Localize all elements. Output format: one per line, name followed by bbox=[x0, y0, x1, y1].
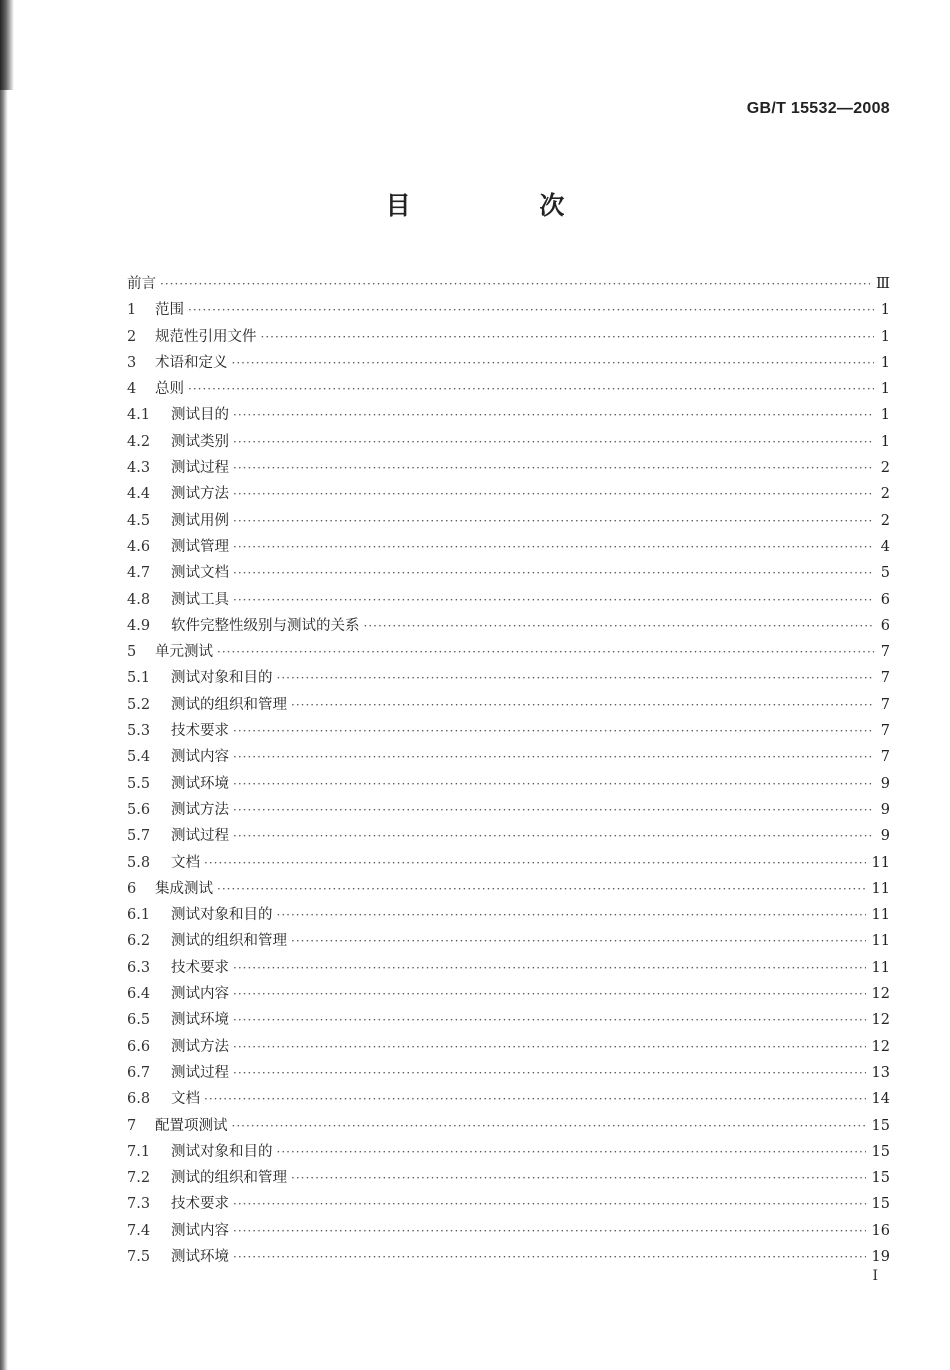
scan-edge-dark-corner bbox=[0, 0, 14, 90]
toc-entry-page: 1 bbox=[880, 354, 890, 371]
table-of-contents bbox=[127, 271, 890, 1270]
toc-leader-dots bbox=[233, 718, 874, 744]
toc-entry-number: 7.1 bbox=[127, 1143, 151, 1160]
toc-entry-label: 测试目的 bbox=[171, 407, 229, 424]
toc-entry-number: 4.9 bbox=[127, 617, 151, 634]
toc-entry-label: 测试内容 bbox=[171, 1222, 229, 1239]
toc-entry-number: 4.2 bbox=[127, 433, 151, 450]
toc-entry[interactable] bbox=[127, 613, 890, 639]
toc-entry-number: 4.6 bbox=[127, 538, 151, 555]
toc-entry-number: 7.5 bbox=[127, 1248, 151, 1265]
toc-entry-page: 15 bbox=[871, 1143, 890, 1160]
toc-entry-page: 13 bbox=[871, 1064, 890, 1081]
toc-entry-label: 总则 bbox=[155, 381, 184, 398]
toc-entry-number: 5.2 bbox=[127, 696, 151, 713]
toc-entry-label: 测试内容 bbox=[171, 986, 229, 1003]
toc-leader-dots bbox=[277, 1139, 866, 1165]
toc-entry-number: 4.8 bbox=[127, 591, 151, 608]
toc-leader-dots bbox=[217, 639, 874, 665]
toc-entry[interactable] bbox=[127, 455, 890, 481]
toc-entry[interactable] bbox=[127, 981, 890, 1007]
toc-entry-number: 4.5 bbox=[127, 512, 151, 529]
toc-entry-number: 2 bbox=[127, 328, 137, 345]
toc-entry[interactable] bbox=[127, 1139, 890, 1165]
toc-entry-label: 测试方法 bbox=[171, 1038, 229, 1055]
toc-entry-page: 11 bbox=[871, 959, 890, 976]
toc-entry-page: 7 bbox=[880, 670, 890, 687]
toc-leader-dots bbox=[364, 613, 875, 639]
toc-entry-page: 1 bbox=[880, 328, 890, 345]
toc-entry[interactable] bbox=[127, 1218, 890, 1244]
toc-leader-dots bbox=[204, 850, 866, 876]
toc-entry-number: 5.7 bbox=[127, 828, 151, 845]
toc-entry-page: 1 bbox=[880, 302, 890, 319]
toc-entry-page: 11 bbox=[871, 854, 890, 871]
toc-entry[interactable] bbox=[127, 534, 890, 560]
toc-entry[interactable] bbox=[127, 429, 890, 455]
toc-leader-dots bbox=[233, 455, 874, 481]
toc-entry-label: 测试过程 bbox=[171, 460, 229, 477]
toc-entry-label: 测试环境 bbox=[171, 1248, 229, 1265]
toc-entry[interactable] bbox=[127, 718, 890, 744]
toc-entry-label: 测试方法 bbox=[171, 486, 229, 503]
toc-leader-dots bbox=[160, 271, 870, 297]
toc-entry[interactable] bbox=[127, 350, 890, 376]
toc-entry-page: 7 bbox=[880, 644, 890, 661]
toc-entry[interactable] bbox=[127, 1007, 890, 1033]
toc-leader-dots bbox=[277, 665, 875, 691]
toc-entry[interactable] bbox=[127, 376, 890, 402]
toc-entry-page: 4 bbox=[880, 538, 890, 555]
toc-entry-number: 5.6 bbox=[127, 801, 151, 818]
toc-entry[interactable] bbox=[127, 850, 890, 876]
toc-entry-number: 6.6 bbox=[127, 1038, 151, 1055]
toc-entry-number: 7.4 bbox=[127, 1222, 151, 1239]
toc-entry-page: 15 bbox=[871, 1170, 890, 1187]
toc-leader-dots bbox=[233, 1034, 866, 1060]
toc-entry-number: 6.2 bbox=[127, 933, 151, 950]
toc-entry-label: 术语和定义 bbox=[155, 354, 228, 371]
toc-entry-page: Ⅲ bbox=[876, 276, 890, 292]
toc-entry-label: 测试的组织和管理 bbox=[171, 933, 287, 950]
toc-leader-dots bbox=[291, 1165, 866, 1191]
toc-entry-page: 12 bbox=[871, 1012, 890, 1029]
toc-entry-label: 技术要求 bbox=[171, 723, 229, 740]
toc-entry-label: 文档 bbox=[171, 1091, 200, 1108]
toc-entry-number: 7.3 bbox=[127, 1196, 151, 1213]
toc-entry[interactable] bbox=[127, 1244, 890, 1270]
toc-entry-page: 5 bbox=[880, 565, 890, 582]
toc-entry-label: 软件完整性级别与测试的关系 bbox=[171, 617, 360, 634]
toc-entry-label: 测试方法 bbox=[171, 801, 229, 818]
toc-entry-number: 5.5 bbox=[127, 775, 151, 792]
toc-entry-number: 1 bbox=[127, 302, 137, 319]
toc-entry-label: 测试文档 bbox=[171, 565, 229, 582]
toc-entry[interactable] bbox=[127, 324, 890, 350]
toc-entry-label: 测试环境 bbox=[171, 1012, 229, 1029]
toc-entry-page: 2 bbox=[880, 486, 890, 503]
toc-entry-label: 配置项测试 bbox=[155, 1117, 228, 1134]
toc-entry-label: 测试类别 bbox=[171, 433, 229, 450]
toc-entry-page: 11 bbox=[871, 933, 890, 950]
toc-entry-number: 6.3 bbox=[127, 959, 151, 976]
toc-entry-page: 2 bbox=[880, 460, 890, 477]
toc-entry-page: 14 bbox=[871, 1091, 890, 1108]
toc-entry[interactable] bbox=[127, 560, 890, 586]
toc-entry[interactable] bbox=[127, 1060, 890, 1086]
toc-leader-dots bbox=[233, 587, 874, 613]
toc-leader-dots bbox=[233, 823, 874, 849]
footer-page-number: I bbox=[872, 1268, 878, 1284]
standard-code: GB/T 15532—2008 bbox=[746, 100, 890, 117]
toc-entry[interactable] bbox=[127, 665, 890, 691]
toc-entry-page: 7 bbox=[880, 696, 890, 713]
toc-entry-page: 15 bbox=[871, 1117, 890, 1134]
toc-entry-label: 测试过程 bbox=[171, 1064, 229, 1081]
toc-entry-number: 6.1 bbox=[127, 907, 151, 924]
toc-leader-dots bbox=[233, 744, 874, 770]
toc-leader-dots bbox=[233, 1191, 866, 1217]
toc-entry-number: 6.5 bbox=[127, 1012, 151, 1029]
toc-entry-label: 测试对象和目的 bbox=[171, 907, 273, 924]
toc-entry-page: 12 bbox=[871, 1038, 890, 1055]
toc-leader-dots bbox=[233, 1244, 866, 1270]
toc-entry-label: 测试的组织和管理 bbox=[171, 1170, 287, 1187]
toc-entry-label: 单元测试 bbox=[155, 644, 213, 661]
toc-entry-label: 测试管理 bbox=[171, 538, 229, 555]
toc-entry-page: 11 bbox=[871, 907, 890, 924]
toc-entry-page: 9 bbox=[880, 801, 890, 818]
toc-leader-dots bbox=[233, 1218, 866, 1244]
toc-entry-number: 6.4 bbox=[127, 986, 151, 1003]
toc-entry-number: 5.1 bbox=[127, 670, 151, 687]
toc-entry-page: 15 bbox=[871, 1196, 890, 1213]
toc-entry-label: 测试环境 bbox=[171, 775, 229, 792]
toc-entry[interactable] bbox=[127, 271, 890, 297]
toc-leader-dots bbox=[188, 297, 874, 323]
toc-entry-label: 集成测试 bbox=[155, 880, 213, 897]
toc-entry-number: 4.1 bbox=[127, 407, 151, 424]
toc-entry-page: 6 bbox=[880, 591, 890, 608]
toc-entry[interactable] bbox=[127, 402, 890, 428]
toc-entry-number: 5 bbox=[127, 644, 137, 661]
toc-leader-dots bbox=[277, 902, 866, 928]
toc-entry-page: 7 bbox=[880, 749, 890, 766]
toc-entry-label: 技术要求 bbox=[171, 959, 229, 976]
toc-entry-page: 19 bbox=[871, 1248, 890, 1265]
toc-entry-number: 7 bbox=[127, 1117, 137, 1134]
toc-entry[interactable] bbox=[127, 902, 890, 928]
toc-entry-number: 4.7 bbox=[127, 565, 151, 582]
toc-leader-dots bbox=[233, 429, 874, 455]
toc-entry-page: 9 bbox=[880, 775, 890, 792]
toc-entry-page: 1 bbox=[880, 381, 890, 398]
toc-leader-dots bbox=[233, 1007, 866, 1033]
toc-entry-number: 6 bbox=[127, 880, 137, 897]
toc-entry-number: 5.8 bbox=[127, 854, 151, 871]
toc-entry-label: 技术要求 bbox=[171, 1196, 229, 1213]
toc-entry-number: 4.3 bbox=[127, 460, 151, 477]
toc-entry[interactable] bbox=[127, 1086, 890, 1112]
page-title: 目 次 bbox=[385, 191, 625, 220]
toc-entry[interactable] bbox=[127, 508, 890, 534]
toc-entry[interactable] bbox=[127, 823, 890, 849]
toc-entry-page: 1 bbox=[880, 407, 890, 424]
toc-entry-label: 前言 bbox=[127, 276, 156, 292]
toc-entry-number: 4 bbox=[127, 381, 137, 398]
toc-entry-label: 测试对象和目的 bbox=[171, 1143, 273, 1160]
toc-entry[interactable] bbox=[127, 1191, 890, 1217]
toc-leader-dots bbox=[232, 350, 875, 376]
toc-entry[interactable] bbox=[127, 744, 890, 770]
toc-entry-label: 测试工具 bbox=[171, 591, 229, 608]
toc-entry-page: 16 bbox=[871, 1222, 890, 1239]
toc-leader-dots bbox=[291, 692, 874, 718]
toc-entry[interactable] bbox=[127, 1034, 890, 1060]
toc-leader-dots bbox=[217, 876, 866, 902]
toc-entry[interactable] bbox=[127, 1165, 890, 1191]
toc-leader-dots bbox=[233, 1060, 866, 1086]
toc-entry-label: 测试过程 bbox=[171, 828, 229, 845]
toc-leader-dots bbox=[233, 771, 874, 797]
toc-entry-number: 5.4 bbox=[127, 749, 151, 766]
toc-leader-dots bbox=[233, 481, 874, 507]
toc-leader-dots bbox=[261, 324, 875, 350]
toc-entry-label: 测试对象和目的 bbox=[171, 670, 273, 687]
toc-entry-number: 6.7 bbox=[127, 1064, 151, 1081]
toc-entry-page: 6 bbox=[880, 617, 890, 634]
toc-leader-dots bbox=[188, 376, 874, 402]
toc-entry-number: 6.8 bbox=[127, 1091, 151, 1108]
toc-entry-page: 1 bbox=[880, 433, 890, 450]
toc-entry[interactable] bbox=[127, 481, 890, 507]
toc-leader-dots bbox=[233, 981, 866, 1007]
toc-entry-label: 规范性引用文件 bbox=[155, 328, 257, 345]
toc-entry-label: 测试用例 bbox=[171, 512, 229, 529]
toc-entry[interactable] bbox=[127, 955, 890, 981]
toc-entry[interactable] bbox=[127, 639, 890, 665]
toc-entry-label: 范围 bbox=[155, 302, 184, 319]
toc-leader-dots bbox=[291, 928, 866, 954]
toc-entry-number: 4.4 bbox=[127, 486, 151, 503]
toc-leader-dots bbox=[233, 560, 874, 586]
toc-leader-dots bbox=[233, 402, 874, 428]
toc-entry[interactable] bbox=[127, 797, 890, 823]
toc-entry-page: 9 bbox=[880, 828, 890, 845]
toc-entry-number: 5.3 bbox=[127, 723, 151, 740]
toc-entry-number: 7.2 bbox=[127, 1170, 151, 1187]
toc-leader-dots bbox=[233, 955, 866, 981]
toc-entry-page: 2 bbox=[880, 512, 890, 529]
toc-entry[interactable] bbox=[127, 587, 890, 613]
toc-entry-label: 测试内容 bbox=[171, 749, 229, 766]
toc-leader-dots bbox=[233, 797, 874, 823]
toc-entry-page: 7 bbox=[880, 723, 890, 740]
toc-entry[interactable] bbox=[127, 692, 890, 718]
toc-entry[interactable] bbox=[127, 1113, 890, 1139]
toc-entry[interactable] bbox=[127, 876, 890, 902]
toc-entry-label: 文档 bbox=[171, 854, 200, 871]
toc-leader-dots bbox=[233, 508, 874, 534]
toc-entry-page: 12 bbox=[871, 986, 890, 1003]
toc-entry[interactable] bbox=[127, 771, 890, 797]
toc-entry-number: 3 bbox=[127, 354, 137, 371]
toc-entry-label: 测试的组织和管理 bbox=[171, 696, 287, 713]
toc-entry-page: 11 bbox=[871, 880, 890, 897]
toc-entry[interactable] bbox=[127, 928, 890, 954]
toc-leader-dots bbox=[204, 1086, 866, 1112]
toc-leader-dots bbox=[232, 1113, 866, 1139]
toc-entry[interactable] bbox=[127, 297, 890, 323]
toc-leader-dots bbox=[233, 534, 874, 560]
